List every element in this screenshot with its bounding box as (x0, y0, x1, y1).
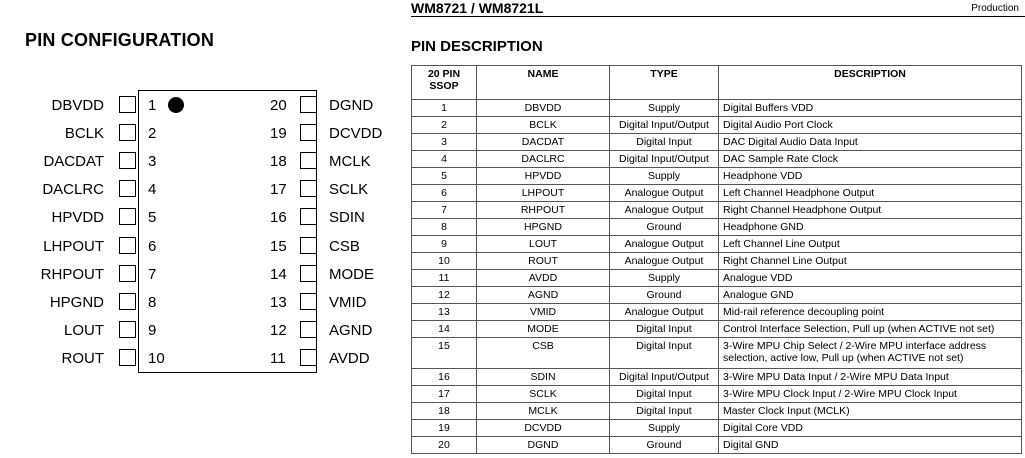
header-description: DESCRIPTION (719, 66, 1022, 100)
cell-name: BCLK (477, 117, 610, 134)
pin-name-20: DGND (329, 97, 374, 114)
cell-pin: 9 (412, 236, 477, 253)
document-status: Production (971, 3, 1019, 14)
pin-number-11: 11 (270, 350, 286, 367)
cell-pin: 10 (412, 253, 477, 270)
cell-name: LOUT (477, 236, 610, 253)
cell-pin: 1 (412, 100, 477, 117)
pin-box-9 (119, 321, 136, 338)
cell-description: 3-Wire MPU Chip Select / 2-Wire MPU interface address selection, active low, Pull up (when ACTIVE not set) (719, 338, 1022, 369)
cell-pin: 17 (412, 386, 477, 403)
pin-name-8: HPGND (49, 294, 104, 311)
pin-number-6: 6 (148, 238, 157, 255)
pin-box-17 (300, 180, 317, 197)
cell-type: Analogue Output (610, 236, 719, 253)
pin-number-14: 14 (270, 266, 287, 283)
pin-number-5: 5 (148, 209, 157, 226)
cell-type: Analogue Output (610, 304, 719, 321)
pin-box-18 (300, 152, 317, 169)
cell-type: Ground (610, 437, 719, 454)
cell-pin: 6 (412, 185, 477, 202)
header-name: NAME (477, 66, 610, 100)
cell-type: Ground (610, 287, 719, 304)
pin1-indicator-dot (168, 97, 184, 113)
cell-description: Digital Buffers VDD (719, 100, 1022, 117)
cell-description: Mid-rail reference decoupling point (719, 304, 1022, 321)
cell-name: DACDAT (477, 134, 610, 151)
pin-name-5: HPVDD (51, 209, 104, 226)
cell-description: Digital GND (719, 437, 1022, 454)
pin-name-9: LOUT (63, 322, 104, 339)
pin-name-16: SDIN (329, 209, 365, 226)
cell-type: Digital Input/Output (610, 151, 719, 168)
cell-name: ROUT (477, 253, 610, 270)
pin-number-9: 9 (148, 322, 157, 339)
pin-box-5 (119, 208, 136, 225)
cell-pin: 3 (412, 134, 477, 151)
pin-box-1 (119, 96, 136, 113)
cell-pin: 7 (412, 202, 477, 219)
cell-pin: 18 (412, 403, 477, 420)
cell-description: Control Interface Selection, Pull up (when ACTIVE not set) (719, 321, 1022, 338)
pin-box-14 (300, 265, 317, 282)
cell-type: Digital Input (610, 386, 719, 403)
cell-pin: 2 (412, 117, 477, 134)
header-rule (411, 16, 1025, 17)
pin-name-14: MODE (329, 266, 374, 283)
cell-name: SDIN (477, 369, 610, 386)
table-row (412, 134, 1022, 151)
cell-description: Headphone GND (719, 219, 1022, 236)
table-row (412, 219, 1022, 236)
cell-pin: 13 (412, 304, 477, 321)
pin-name-1: DBVDD (51, 97, 104, 114)
table-row (412, 386, 1022, 403)
pin-number-1: 1 (148, 97, 157, 114)
cell-name: AVDD (477, 270, 610, 287)
pin-box-19 (300, 124, 317, 141)
cell-description: Right Channel Headphone Output (719, 202, 1022, 219)
pin-box-12 (300, 321, 317, 338)
pin-number-17: 17 (270, 181, 287, 198)
cell-type: Digital Input (610, 321, 719, 338)
table-row (412, 403, 1022, 420)
pin-box-20 (300, 96, 317, 113)
pin-name-13: VMID (329, 294, 367, 311)
table-row (412, 321, 1022, 338)
cell-pin: 8 (412, 219, 477, 236)
pin-box-10 (119, 349, 136, 366)
cell-name: LHPOUT (477, 185, 610, 202)
pin-name-18: MCLK (329, 153, 371, 170)
pin-box-16 (300, 208, 317, 225)
cell-name: DCVDD (477, 420, 610, 437)
pin-box-11 (300, 349, 317, 366)
pin-number-16: 16 (270, 209, 287, 226)
cell-name: RHPOUT (477, 202, 610, 219)
pin-box-7 (119, 265, 136, 282)
pin-name-2: BCLK (64, 125, 104, 142)
cell-name: MCLK (477, 403, 610, 420)
pin-box-4 (119, 180, 136, 197)
cell-name: VMID (477, 304, 610, 321)
pin-box-13 (300, 293, 317, 310)
pin-number-8: 8 (148, 294, 157, 311)
cell-pin: 12 (412, 287, 477, 304)
cell-name: HPGND (477, 219, 610, 236)
cell-pin: 19 (412, 420, 477, 437)
table-row (412, 304, 1022, 321)
pin-box-2 (119, 124, 136, 141)
cell-description: Headphone VDD (719, 168, 1022, 185)
table-row (412, 287, 1022, 304)
pin-number-2: 2 (148, 125, 157, 142)
table-row (412, 151, 1022, 168)
cell-description: Right Channel Line Output (719, 253, 1022, 270)
pin-name-6: LHPOUT (43, 238, 104, 255)
cell-type: Ground (610, 219, 719, 236)
pin-box-8 (119, 293, 136, 310)
table-row (412, 338, 1022, 369)
document-part-title: WM8721 / WM8721L (411, 0, 544, 16)
pin-number-19: 19 (270, 125, 287, 142)
cell-pin: 5 (412, 168, 477, 185)
cell-name: DACLRC (477, 151, 610, 168)
cell-type: Analogue Output (610, 185, 719, 202)
cell-type: Digital Input (610, 134, 719, 151)
pin-box-3 (119, 152, 136, 169)
pin-number-13: 13 (270, 294, 287, 311)
cell-name: AGND (477, 287, 610, 304)
table-row (412, 100, 1022, 117)
cell-type: Digital Input (610, 403, 719, 420)
cell-description: Master Clock Input (MCLK) (719, 403, 1022, 420)
pin-number-18: 18 (270, 153, 287, 170)
header-type: TYPE (610, 66, 719, 100)
table-row (412, 202, 1022, 219)
table-header-row (412, 66, 1022, 100)
table-row (412, 168, 1022, 185)
table-row (412, 253, 1022, 270)
table-row (412, 185, 1022, 202)
cell-type: Analogue Output (610, 202, 719, 219)
pin-number-4: 4 (148, 181, 157, 198)
pin-configuration-title: PIN CONFIGURATION (25, 30, 215, 50)
cell-description: DAC Digital Audio Data Input (719, 134, 1022, 151)
cell-pin: 14 (412, 321, 477, 338)
pin-name-11: AVDD (329, 350, 370, 367)
pin-box-15 (300, 237, 317, 254)
table-row (412, 236, 1022, 253)
cell-description: 3-Wire MPU Data Input / 2-Wire MPU Data Input (719, 369, 1022, 386)
cell-type: Digital Input/Output (610, 117, 719, 134)
cell-pin: 4 (412, 151, 477, 168)
pin-number-7: 7 (148, 266, 157, 283)
cell-description: Digital Core VDD (719, 420, 1022, 437)
header-pin: 20 PIN SSOP (412, 66, 477, 100)
pin-description-table (411, 65, 1022, 454)
pin-name-17: SCLK (329, 181, 369, 198)
pin-number-12: 12 (270, 322, 287, 339)
cell-description: 3-Wire MPU Clock Input / 2-Wire MPU Clock Input (719, 386, 1022, 403)
cell-type: Digital Input/Output (610, 369, 719, 386)
pin-name-15: CSB (329, 238, 360, 255)
cell-pin: 20 (412, 437, 477, 454)
pin-description-title: PIN DESCRIPTION (411, 38, 543, 55)
cell-description: DAC Sample Rate Clock (719, 151, 1022, 168)
cell-type: Digital Input (610, 338, 719, 369)
table-row (412, 437, 1022, 454)
cell-name: CSB (477, 338, 610, 369)
cell-pin: 15 (412, 338, 477, 369)
pin-number-20: 20 (270, 97, 287, 114)
pin-name-3: DACDAT (43, 153, 104, 170)
cell-description: Left Channel Line Output (719, 236, 1022, 253)
table-row (412, 420, 1022, 437)
pin-box-6 (119, 237, 136, 254)
cell-type: Supply (610, 168, 719, 185)
cell-description: Left Channel Headphone Output (719, 185, 1022, 202)
pin-name-10: ROUT (61, 350, 104, 367)
pin-name-12: AGND (329, 322, 373, 339)
pin-number-15: 15 (270, 238, 287, 255)
cell-pin: 16 (412, 369, 477, 386)
cell-description: Digital Audio Port Clock (719, 117, 1022, 134)
pin-name-4: DACLRC (42, 181, 104, 198)
cell-type: Supply (610, 100, 719, 117)
cell-name: DGND (477, 437, 610, 454)
cell-pin: 11 (412, 270, 477, 287)
cell-description: Analogue VDD (719, 270, 1022, 287)
table-row (412, 117, 1022, 134)
cell-name: DBVDD (477, 100, 610, 117)
pin-name-7: RHPOUT (40, 266, 104, 283)
cell-type: Analogue Output (610, 253, 719, 270)
cell-name: HPVDD (477, 168, 610, 185)
cell-type: Supply (610, 270, 719, 287)
pin-number-10: 10 (148, 350, 165, 367)
pin-number-3: 3 (148, 153, 157, 170)
cell-type: Supply (610, 420, 719, 437)
cell-name: MODE (477, 321, 610, 338)
cell-description: Analogue GND (719, 287, 1022, 304)
pin-table-body (412, 100, 1022, 454)
pin-name-19: DCVDD (329, 125, 383, 142)
table-row (412, 369, 1022, 386)
cell-name: SCLK (477, 386, 610, 403)
table-row (412, 270, 1022, 287)
ic-package (138, 90, 317, 373)
